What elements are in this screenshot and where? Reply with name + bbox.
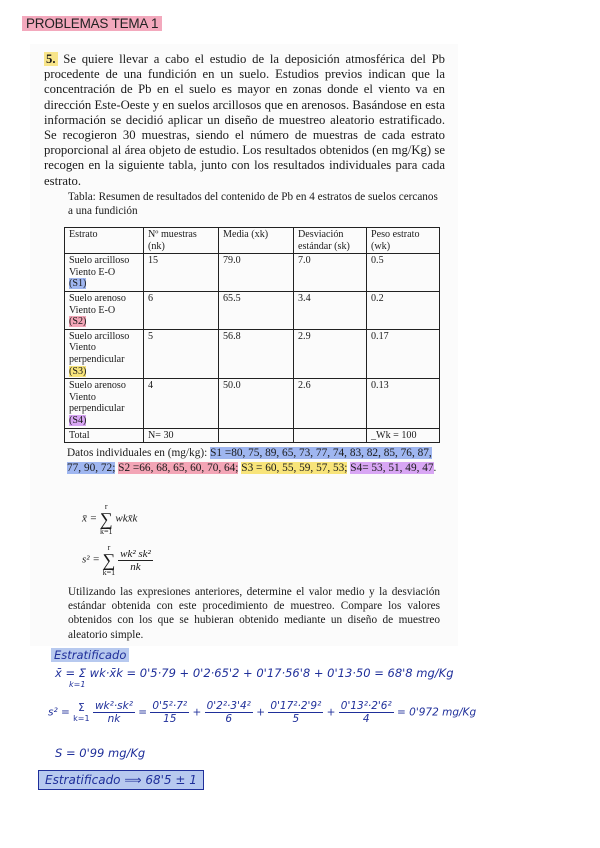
weight-cell: 0.17: [367, 329, 440, 378]
var-den: nk: [130, 560, 141, 573]
header-cell: Nº muestras (nk): [144, 228, 219, 254]
mean-cell: 56.8: [219, 329, 294, 378]
stratum-cell: [65, 329, 144, 378]
sum-top: r: [107, 543, 111, 552]
n-cell: 4: [144, 379, 219, 428]
handwritten-sd: S = 0'99 mg/Kg: [55, 746, 146, 760]
data-end: .: [433, 462, 437, 474]
hw-var-sum: Σ: [78, 702, 85, 714]
hw-t2-den: 6: [225, 713, 233, 725]
header-cell: Peso estrato (wk): [367, 228, 440, 254]
weight-cell: 0.13: [367, 379, 440, 428]
n-cell: 6: [144, 291, 219, 329]
hw-mean-line: x̄ = Σ wk·x̄k = 0'5·79 + 0'2·65'2 + 0'17·56'8 + 0'13·50 = 68'8 mg/Kg: [55, 666, 454, 680]
mean-cell: 79.0: [219, 254, 294, 292]
total-n: N= 30: [144, 428, 219, 443]
hw-t3-num: 0'17²·2'9²: [270, 700, 322, 712]
weight-cell: 0.5: [367, 254, 440, 292]
handwritten-mean: [55, 666, 454, 689]
hw-t1-num: 0'5²·7²: [152, 700, 188, 712]
weight-cell: 0.2: [367, 291, 440, 329]
stratum-label: Suelo arenoso Viento perpendicular: [69, 380, 126, 415]
data-prefix: Datos individuales en (mg/kg):: [67, 447, 211, 459]
table-total-row: [65, 428, 440, 443]
stratum-tag: (S1): [69, 278, 87, 290]
hw-frac-num: wk²·sk²: [94, 700, 133, 712]
table-row: [65, 329, 440, 378]
stratum-tag: (S3): [69, 365, 87, 377]
sd-cell: 3.4: [294, 291, 367, 329]
table-row: [65, 379, 440, 428]
problem-statement: [44, 52, 445, 189]
individual-data: [67, 446, 439, 476]
handwritten-variance: s² = Σ k=1 $\frac{\text{wk²·sk²}}{nk}$ = $\frac{\text{0'5²·7²}}{15}$ + $\frac{\text{0'2²·3'4²}}{6}$ + $\frac{\text{0'17²·2'9²}}{5}$ + $\frac{\text{0'13²·2'6²}}{4}$ = 0'972 mg/Kg: [48, 700, 477, 725]
stratum-label: Suelo arcilloso Viento perpendicular: [69, 330, 130, 365]
sd-cell: 2.6: [294, 379, 367, 428]
sum-bottom: k=1: [99, 527, 113, 536]
variance-formula: [82, 543, 153, 577]
var-num: wk² sk²: [120, 547, 151, 560]
stratum-label: Suelo arenoso Viento E-O: [69, 292, 126, 316]
hw-mean-sub: k=1: [69, 680, 86, 689]
n-cell: 15: [144, 254, 219, 292]
sum-bottom: k=1: [102, 568, 116, 577]
header-cell: Estrato: [65, 228, 144, 254]
question-text: Utilizando las expresiones anteriores, determine el valor medio y la desviación estándar obtenida con este procedimiento de muestreo. Compare los valores obtenidos con los que se hubieran obtenido mediante un diseño de muestreo aleatorio simple.: [68, 586, 440, 641]
mean-cell: 65.5: [219, 291, 294, 329]
hw-t2-num: 0'2²·3'4²: [206, 700, 251, 712]
stratum-cell: [65, 379, 144, 428]
header-cell: Desviación estándar (sk): [294, 228, 367, 254]
table-row: [65, 254, 440, 292]
mean-formula: [82, 502, 137, 536]
sum-icon: ∑: [99, 509, 113, 529]
stratum-cell: [65, 254, 144, 292]
stratum-tag: (S4): [69, 414, 87, 426]
hw-frac-den: nk: [107, 713, 121, 725]
page-header: PROBLEMAS TEMA 1: [22, 16, 162, 31]
hw-t4-den: 4: [362, 713, 370, 725]
stratum-cell: [65, 291, 144, 329]
table-caption: Tabla: Resumen de resultados del contenido de Pb en 4 estratos de suelos cercanos a una fundición: [68, 191, 438, 217]
mean-cell: 50.0: [219, 379, 294, 428]
table-header-row: [65, 228, 440, 254]
data-s3: S3 = 60, 55, 59, 57, 53;: [241, 462, 348, 474]
handwritten-result-box: Estratificado ⟹ 68'5 ± 1: [38, 770, 204, 790]
data-s4: S4= 53, 51, 49, 47: [350, 462, 434, 474]
stratum-tag: (S2): [69, 316, 87, 328]
problem-text: Se quiere llevar a cabo el estudio de la deposición atmosférica del Pb procedente de una fundición en un suelo. Estudios previos indican que la concentración de Pb en el suelo es mayor en zonas donde el viento va en dirección Este-Oeste y en suelos arcillosos que en arenosos. Basándose en esta información se decidió aplicar un diseño de muestreo aleatorio estratificado. Se recogieron 30 muestras, siendo el número de muestras de cada estrato proporcional al área objeto de estudio. Los resultados obtenidos (en mg/Kg) se recogen en la siguiente tabla, junto con los resultados individuales para cada estrato.: [44, 52, 445, 188]
sd-cell: 7.0: [294, 254, 367, 292]
hw-var-result: = 0'972 mg/Kg: [397, 706, 477, 719]
stratum-label: Suelo arcilloso Viento E-O: [69, 255, 130, 278]
n-cell: 5: [144, 329, 219, 378]
hw-t1-den: 15: [163, 713, 177, 725]
problem-number: 5.: [46, 52, 56, 66]
total-weight: _Wk = 100: [367, 428, 440, 443]
handwritten-title: Estratificado: [51, 648, 129, 662]
hw-t3-den: 5: [292, 713, 300, 725]
hw-var-lhs: s² =: [48, 706, 70, 719]
sum-icon: ∑: [102, 550, 116, 570]
sum-top: r: [104, 502, 108, 511]
var-lhs: s² =: [82, 553, 100, 566]
table-row: [65, 291, 440, 329]
header-cell: Media (xk): [219, 228, 294, 254]
total-label: Total: [65, 428, 144, 443]
hw-var-sub: k=1: [73, 714, 90, 723]
mean-term: wkx̄k: [115, 512, 138, 525]
hw-t4-num: 0'13²·2'6²: [340, 700, 392, 712]
results-table: [64, 227, 440, 443]
data-s1: S1 =80, 75, 89, 65, 73, 77, 74, 83, 82, 85, 76, 87, 77, 90, 72;: [67, 447, 432, 474]
mean-lhs: x̄ =: [82, 512, 98, 525]
data-s2: S2 =66, 68, 65, 60, 70, 64;: [118, 462, 239, 474]
sd-cell: 2.9: [294, 329, 367, 378]
